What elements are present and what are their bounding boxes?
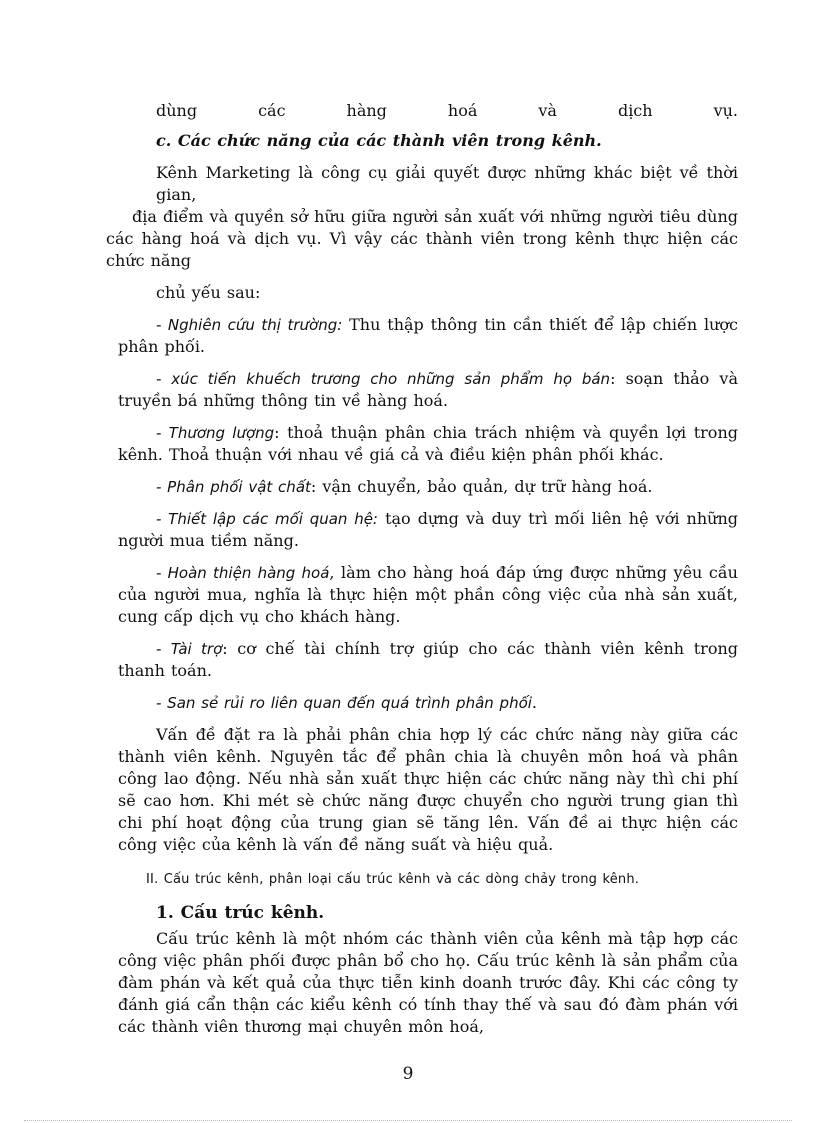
bullet-item bbox=[118, 314, 738, 358]
bullet-item bbox=[118, 692, 738, 714]
bullet-item bbox=[118, 368, 738, 412]
bullet-item bbox=[118, 638, 738, 682]
bullet-label: - Nghiên cứu thị trường: bbox=[156, 316, 343, 334]
bullet-text: : soạn thảo và truyền bá những thông tin về hàng hoá. bbox=[118, 369, 738, 410]
function-bullet-list bbox=[118, 314, 738, 714]
bullet-text: tạo dựng và duy trì mối liên hệ với những người mua tiềm năng. bbox=[118, 509, 738, 550]
footer-divider bbox=[24, 1120, 792, 1121]
bullet-text: : vận chuyển, bảo quản, dự trữ hàng hoá. bbox=[310, 477, 653, 496]
bullet-label: - Thương lượng bbox=[156, 424, 275, 442]
bullet-label: - Tài trợ bbox=[156, 640, 223, 658]
bullet-item bbox=[118, 508, 738, 552]
bullet-label: - xúc tiến khuếch trương cho những sản phẩm họ bán bbox=[156, 370, 611, 388]
paragraph-intro-line2: địa điểm và quyền sở hữu giữa người sản xuất với những người tiêu dùng các hàng hoá và dịch vụ. Vì vậy các thành viên trong kênh thực hiện các chức năng bbox=[106, 207, 738, 270]
paragraph-channel-structure: Cấu trúc kênh là một nhóm các thành viên của kênh mà tập hợp các công việc phân phối được phân bổ cho họ. Cấu trúc kênh là sản phẩm của đàm phán và kết quả của thực tiễn kinh doanh trước đây. Khi các công ty đánh giá cẩn thận các kiểu kênh có tính thay thế và sau đó đàm phán với các thành viên thương mại chuyên môn hoá, bbox=[118, 929, 738, 1036]
subsection-heading-c: c. Các chức năng của các thành viên trong kênh. bbox=[156, 131, 602, 150]
bullet-item bbox=[118, 422, 738, 466]
bullet-label: - Hoàn thiện hàng hoá bbox=[156, 564, 330, 582]
bullet-text: . bbox=[531, 693, 538, 712]
paragraph-intro-line1: Kênh Marketing là công cụ giải quyết được những khác biệt về thời gian, bbox=[156, 163, 738, 204]
bullet-label: - San sẻ rủi ro liên quan đến quá trình phân phối bbox=[156, 694, 532, 712]
text-line-continuation: dùng các hàng hoá và dịch vụ. bbox=[156, 101, 738, 120]
paragraph-intro-line3: chủ yếu sau: bbox=[156, 283, 261, 302]
bullet-label: - Thiết lập các mối quan hệ: bbox=[156, 510, 378, 528]
paragraph-allocation: Vấn đề đặt ra là phải phân chia hợp lý các chức năng này giữa các thành viên kênh. Nguyên tắc để phân chia là chuyên môn hoá và phân công lao động. Nếu nhà sản xuất thực hiện các chức năng này thì chi phí sẽ cao hơn. Khi mét sè chức năng được chuyển cho người trung gian thì chi phí hoạt động của trung gian sẽ tăng lên. Vấn đề ai thực hiện các công việc của kênh là vấn đề năng suất và hiệu quả. bbox=[118, 725, 738, 854]
section-heading-ii: II. Cấu trúc kênh, phân loại cấu trúc kênh và các dòng chảy trong kênh. bbox=[146, 872, 640, 887]
bullet-text: Thu thập thông tin cần thiết để lập chiến lược phân phối. bbox=[118, 315, 738, 356]
subsection-heading-1: 1. Cấu trúc kênh. bbox=[156, 903, 325, 923]
bullet-text: , làm cho hàng hoá đáp ứng được những yêu cầu của người mua, nghĩa là thực hiện một phần công việc của nhà sản xuất, cung cấp dịch vụ cho khách hàng. bbox=[118, 563, 738, 626]
bullet-text: : cơ chế tài chính trợ giúp cho các thành viên kênh trong thanh toán. bbox=[118, 639, 738, 680]
bullet-text: : thoả thuận phân chia trách nhiệm và quyền lợi trong kênh. Thoả thuận với nhau về giá cả và điều kiện phân phối khác. bbox=[118, 423, 738, 464]
bullet-item bbox=[118, 476, 738, 498]
bullet-item bbox=[118, 562, 738, 628]
bullet-label: - Phân phối vật chất bbox=[156, 478, 311, 496]
page-content bbox=[106, 100, 738, 1038]
page-number: 9 bbox=[402, 1064, 414, 1084]
